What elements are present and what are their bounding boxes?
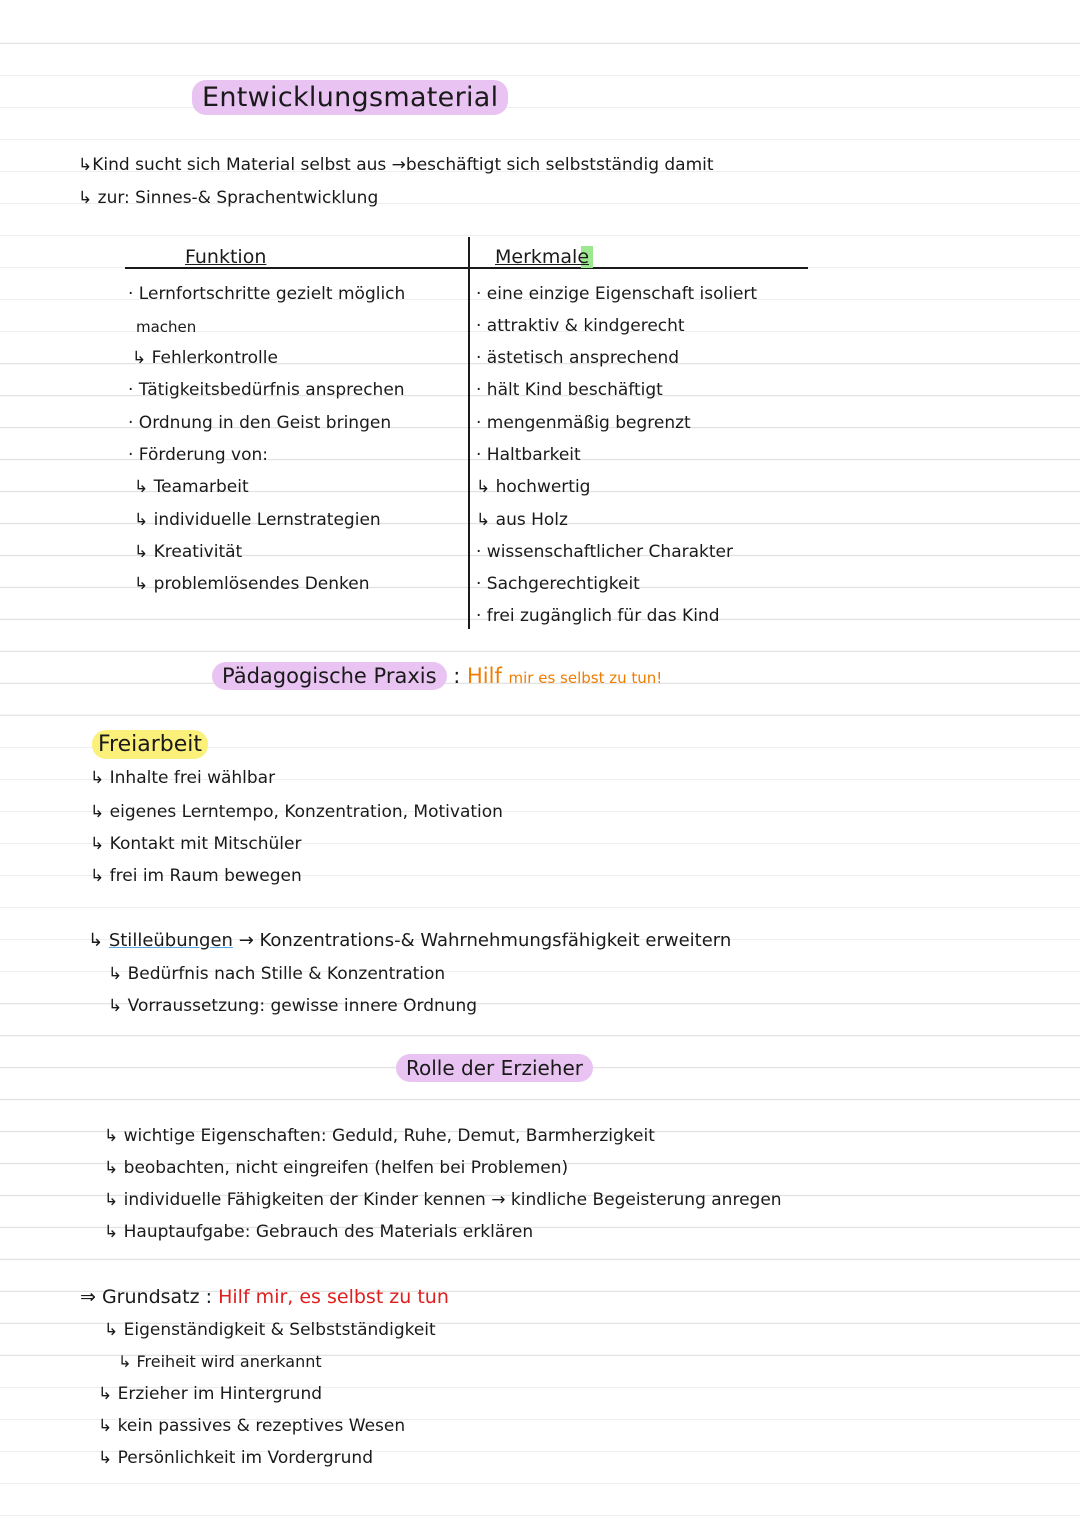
stille-label: Stilleübungen	[108, 930, 233, 951]
grundsatz-motto: Hilf mir, es selbst zu tun	[218, 1286, 449, 1308]
list-item: ↳ Kontakt mit Mitschüler	[90, 834, 302, 854]
list-item: · hält Kind beschäftigt	[476, 380, 663, 400]
list-item: · Förderung von:	[128, 445, 269, 465]
list-item: ↳ frei im Raum bewegen	[90, 866, 302, 886]
intro-line-2: ↳ zur: Sinnes-& Sprachentwicklung	[78, 188, 379, 208]
table-header-funktion: Funktion	[185, 246, 267, 268]
list-item: ↳ problemlösendes Denken	[134, 574, 370, 594]
list-item: ↳ Fehlerkontrolle	[132, 348, 278, 368]
list-item: ↳ Vorraussetzung: gewisse innere Ordnung	[108, 996, 478, 1016]
list-item: · Haltbarkeit	[476, 445, 581, 465]
list-item: ↳ individuelle Fähigkeiten der Kinder kennen → kindliche Begeisterung anregen	[104, 1190, 782, 1210]
list-item: · ästetisch ansprechend	[476, 348, 680, 368]
grundsatz-prefix: ⇒ Grundsatz	[80, 1286, 200, 1308]
list-item: · Sachgerechtigkeit	[476, 574, 640, 594]
list-item: · Tätigkeitsbedürfnis ansprechen	[128, 380, 405, 400]
list-item: · Ordnung in den Geist bringen	[128, 413, 392, 433]
table-header-merkmale: Merkmale	[495, 246, 593, 268]
list-item: · wissenschaftlicher Charakter	[476, 542, 733, 562]
list-item: ↳ Eigenständigkeit & Selbstständigkeit	[104, 1320, 436, 1340]
list-item: ↳ hochwertig	[476, 477, 591, 497]
list-item: ↳ Teamarbeit	[134, 477, 249, 497]
list-item: · mengenmäßig begrenzt	[476, 413, 691, 433]
stille-arrow: ↳	[88, 930, 104, 951]
list-item: ↳ Inhalte frei wählbar	[90, 768, 276, 788]
list-item: ↳ individuelle Lernstrategien	[134, 510, 381, 530]
intro-line-1: ↳Kind sucht sich Material selbst aus →beschäftigt sich selbstständig damit	[78, 155, 714, 175]
list-item: · Lernfortschritte gezielt möglich	[128, 284, 406, 304]
praxis-motto-rest: mir es selbst zu tun!	[508, 669, 663, 687]
praxis-motto-hilf: Hilf	[466, 664, 502, 688]
list-item: ↳ wichtige Eigenschaften: Geduld, Ruhe, Demut, Barmherzigkeit	[104, 1126, 655, 1146]
grundsatz-colon: :	[205, 1286, 213, 1308]
freiarbeit-heading: Freiarbeit	[92, 730, 208, 759]
list-item: · eine einzige Eigenschaft isoliert	[476, 284, 758, 304]
list-item: machen	[136, 318, 197, 336]
list-item: ↳ Hauptaufgabe: Gebrauch des Materials erklären	[104, 1222, 534, 1242]
praxis-heading: Pädagogische Praxis	[212, 662, 447, 690]
list-item: ↳ Bedürfnis nach Stille & Konzentration	[108, 964, 446, 984]
list-item: · attraktiv & kindgerecht	[476, 316, 685, 336]
list-item: ↳ Freiheit wird anerkannt	[118, 1352, 322, 1371]
list-item: ↳ beobachten, nicht eingreifen (helfen bei Problemen)	[104, 1158, 569, 1178]
rolle-heading: Rolle der Erzieher	[396, 1054, 593, 1082]
list-item: ↳ Erzieher im Hintergrund	[98, 1384, 323, 1404]
list-item: ↳ eigenes Lerntempo, Konzentration, Motivation	[90, 802, 503, 822]
table-divider-vertical	[468, 237, 470, 629]
list-item: · frei zugänglich für das Kind	[476, 606, 720, 626]
page-title: Entwicklungsmaterial	[192, 80, 508, 115]
praxis-heading-row	[212, 664, 662, 688]
list-item: ↳ Persönlichkeit im Vordergrund	[98, 1448, 373, 1468]
stille-rest: → Konzentrations-& Wahrnehmungsfähigkeit erweitern	[238, 930, 732, 951]
list-item: ↳ Kreativität	[134, 542, 243, 562]
list-item: ↳ kein passives & rezeptives Wesen	[98, 1416, 406, 1436]
praxis-colon: :	[453, 664, 461, 688]
grundsatz-row	[80, 1286, 449, 1308]
stille-row	[88, 930, 731, 951]
list-item: ↳ aus Holz	[476, 510, 568, 530]
